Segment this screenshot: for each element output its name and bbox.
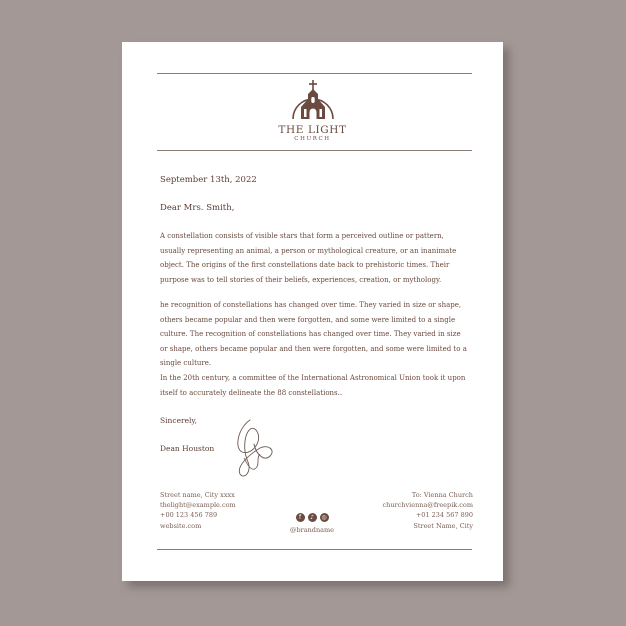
sender-address: Street name, City xxxx xyxy=(160,491,235,499)
church-logo-icon xyxy=(287,77,339,129)
signature xyxy=(230,414,280,484)
brand-name: THE LIGHT xyxy=(278,124,347,136)
letter-paragraph-2: he recognition of constellations has changed over time. They varied in size or shape, others became popular and then were forgotten, and some were limited to a single culture. The recognition of constellations has changed over time. They varied in size or shape, others became popular and then were forgotten, and some were limited to a single culture. xyxy=(160,301,467,367)
social-icons xyxy=(292,513,332,523)
tiktok-icon: ♪ xyxy=(308,513,317,522)
recipient-contact xyxy=(383,490,473,531)
instagram-icon: ◎ xyxy=(321,514,327,521)
recipient-email: churchvienna@freepik.com xyxy=(382,501,473,510)
signer-name: Dean Houston xyxy=(160,444,215,453)
letter-paragraph-1: A constellation consists of visible stars that form a perceived outline or pattern, usually representing an animal, a person or mythological creature, or an inanimate object. The origins of the first constellations date back to prehistoric times. Their purpose was to tell stories of their beliefs, experiences, creation, or mythology. xyxy=(160,232,457,284)
recipient-name: To: Vienna Church xyxy=(411,491,473,499)
letter-date: September 13th, 2022 xyxy=(160,175,257,185)
letter-paragraph-3: In the 20th century, a committee of the International Astronomical Union took it upon itself to accurately delineate the 88 constellations.. xyxy=(160,374,466,397)
letter-greeting: Dear Mrs. Smith, xyxy=(160,203,235,213)
recipient-phone: +01 234 567 890 xyxy=(415,511,473,520)
sender-email: thelight@example.com xyxy=(160,501,236,510)
social-handle: @brandname xyxy=(289,526,335,534)
bottom-divider xyxy=(157,549,472,550)
sender-website: website.com xyxy=(160,521,202,530)
brand-subtitle: CHURCH xyxy=(294,136,331,142)
letterhead-page xyxy=(122,42,503,581)
top-divider xyxy=(157,73,472,74)
recipient-address: Street Name, City xyxy=(413,521,473,530)
header-divider xyxy=(157,150,472,151)
facebook-icon: f xyxy=(296,513,305,522)
sender-phone: +00 123 456 789 xyxy=(160,511,218,520)
sender-contact xyxy=(160,490,236,531)
letter-closing: Sincerely, xyxy=(160,416,198,425)
